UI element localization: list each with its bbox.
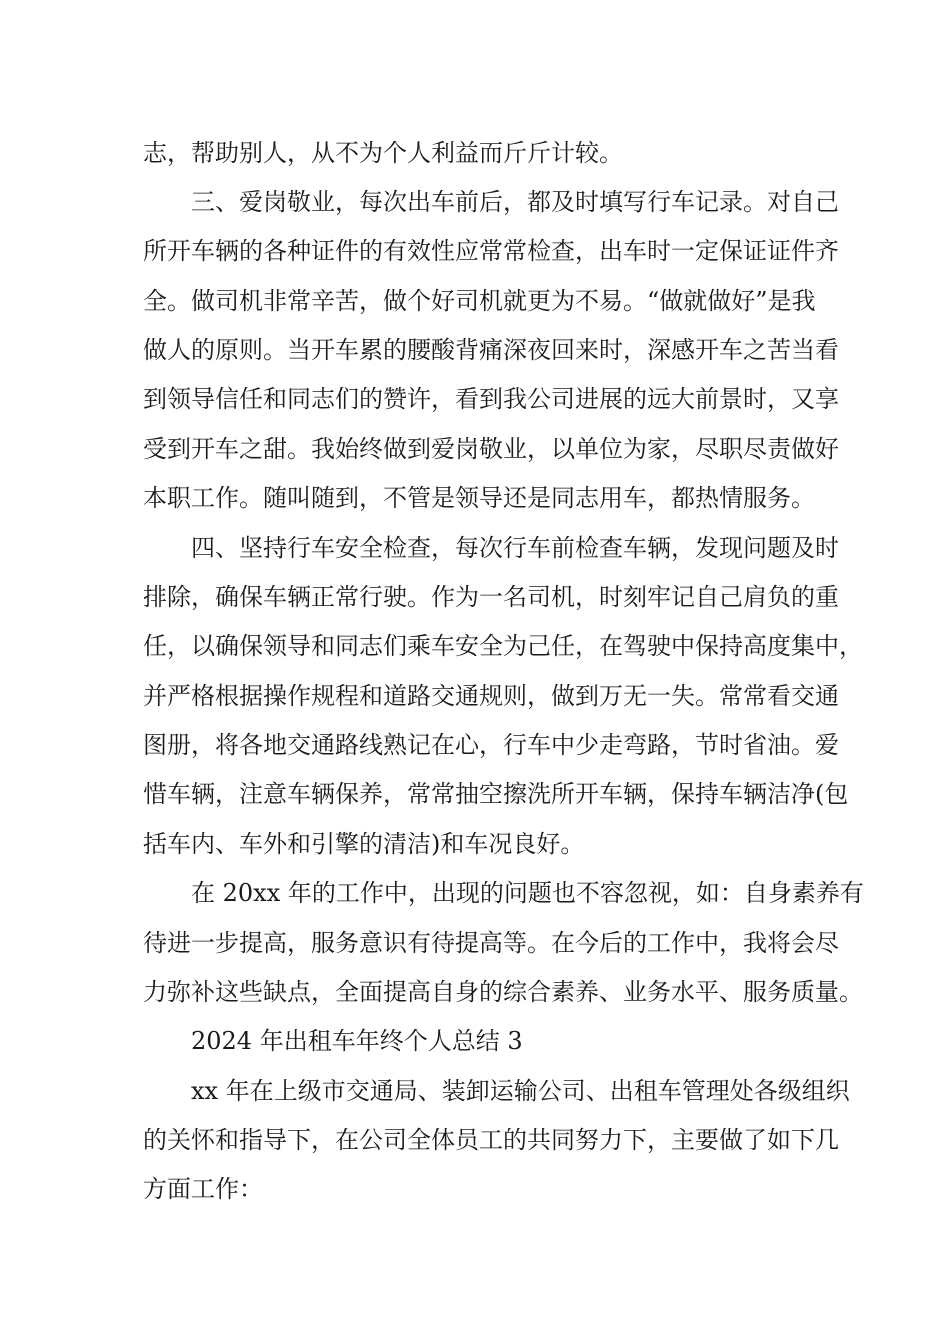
text-line: 在 20xx 年的工作中，出现的问题也不容忽视，如：自身素养有 xyxy=(191,879,864,907)
text-line: xx 年在上级市交通局、装卸运输公司、出租车管理处各级组织 xyxy=(191,1077,850,1105)
text-line: 并严格根据操作规程和道路交通规则，做到万无一失。常常看交通 xyxy=(143,682,839,710)
text-line: 志，帮助别人，从不为个人利益而斤斤计较。 xyxy=(143,139,623,167)
text-line: 待进一步提高，服务意识有待提高等。在今后的工作中，我将会尽 xyxy=(143,929,839,957)
text-line: 任，以确保领导和同志们乘车安全为己任，在驾驶中保持高度集中， xyxy=(143,632,863,660)
text-line: 全。做司机非常辛苦，做个好司机就更为不易。“做就做好”是我 xyxy=(143,287,816,315)
text-line: 本职工作。随叫随到，不管是领导还是同志用车，都热情服务。 xyxy=(143,484,815,512)
text-line: 惜车辆，注意车辆保养，常常抽空擦洗所开车辆，保持车辆洁净(包 xyxy=(143,780,849,808)
text-line: 力弥补这些缺点，全面提高自身的综合素养、业务水平、服务质量。 xyxy=(143,978,863,1006)
text-line: 括车内、车外和引擎的清洁)和车况良好。 xyxy=(143,830,585,858)
text-line: 受到开车之甜。我始终做到爱岗敬业，以单位为家，尽职尽责做好 xyxy=(143,435,839,463)
text-line: 排除，确保车辆正常行驶。作为一名司机，时刻牢记自己肩负的重 xyxy=(143,583,839,611)
text-line: 方面工作： xyxy=(143,1175,263,1203)
text-line: 三、爱岗敬业，每次出车前后，都及时填写行车记录。对自己 xyxy=(191,188,839,216)
text-line: 四、坚持行车安全检查，每次行车前检查车辆，发现问题及时 xyxy=(191,534,839,562)
text-line: 做人的原则。当开车累的腰酸背痛深夜回来时，深感开车之苦当看 xyxy=(143,336,839,364)
section-heading: 2024 年出租车年终个人总结 3 xyxy=(191,1027,523,1055)
text-line: 的关怀和指导下，在公司全体员工的共同努力下，主要做了如下几 xyxy=(143,1126,839,1154)
text-line: 所开车辆的各种证件的有效性应常常检查，出车时一定保证证件齐 xyxy=(143,237,839,265)
text-line: 图册，将各地交通路线熟记在心，行车中少走弯路，节时省油。爱 xyxy=(143,731,839,759)
text-line: 到领导信任和同志们的赞许，看到我公司进展的远大前景时，又享 xyxy=(143,385,839,413)
